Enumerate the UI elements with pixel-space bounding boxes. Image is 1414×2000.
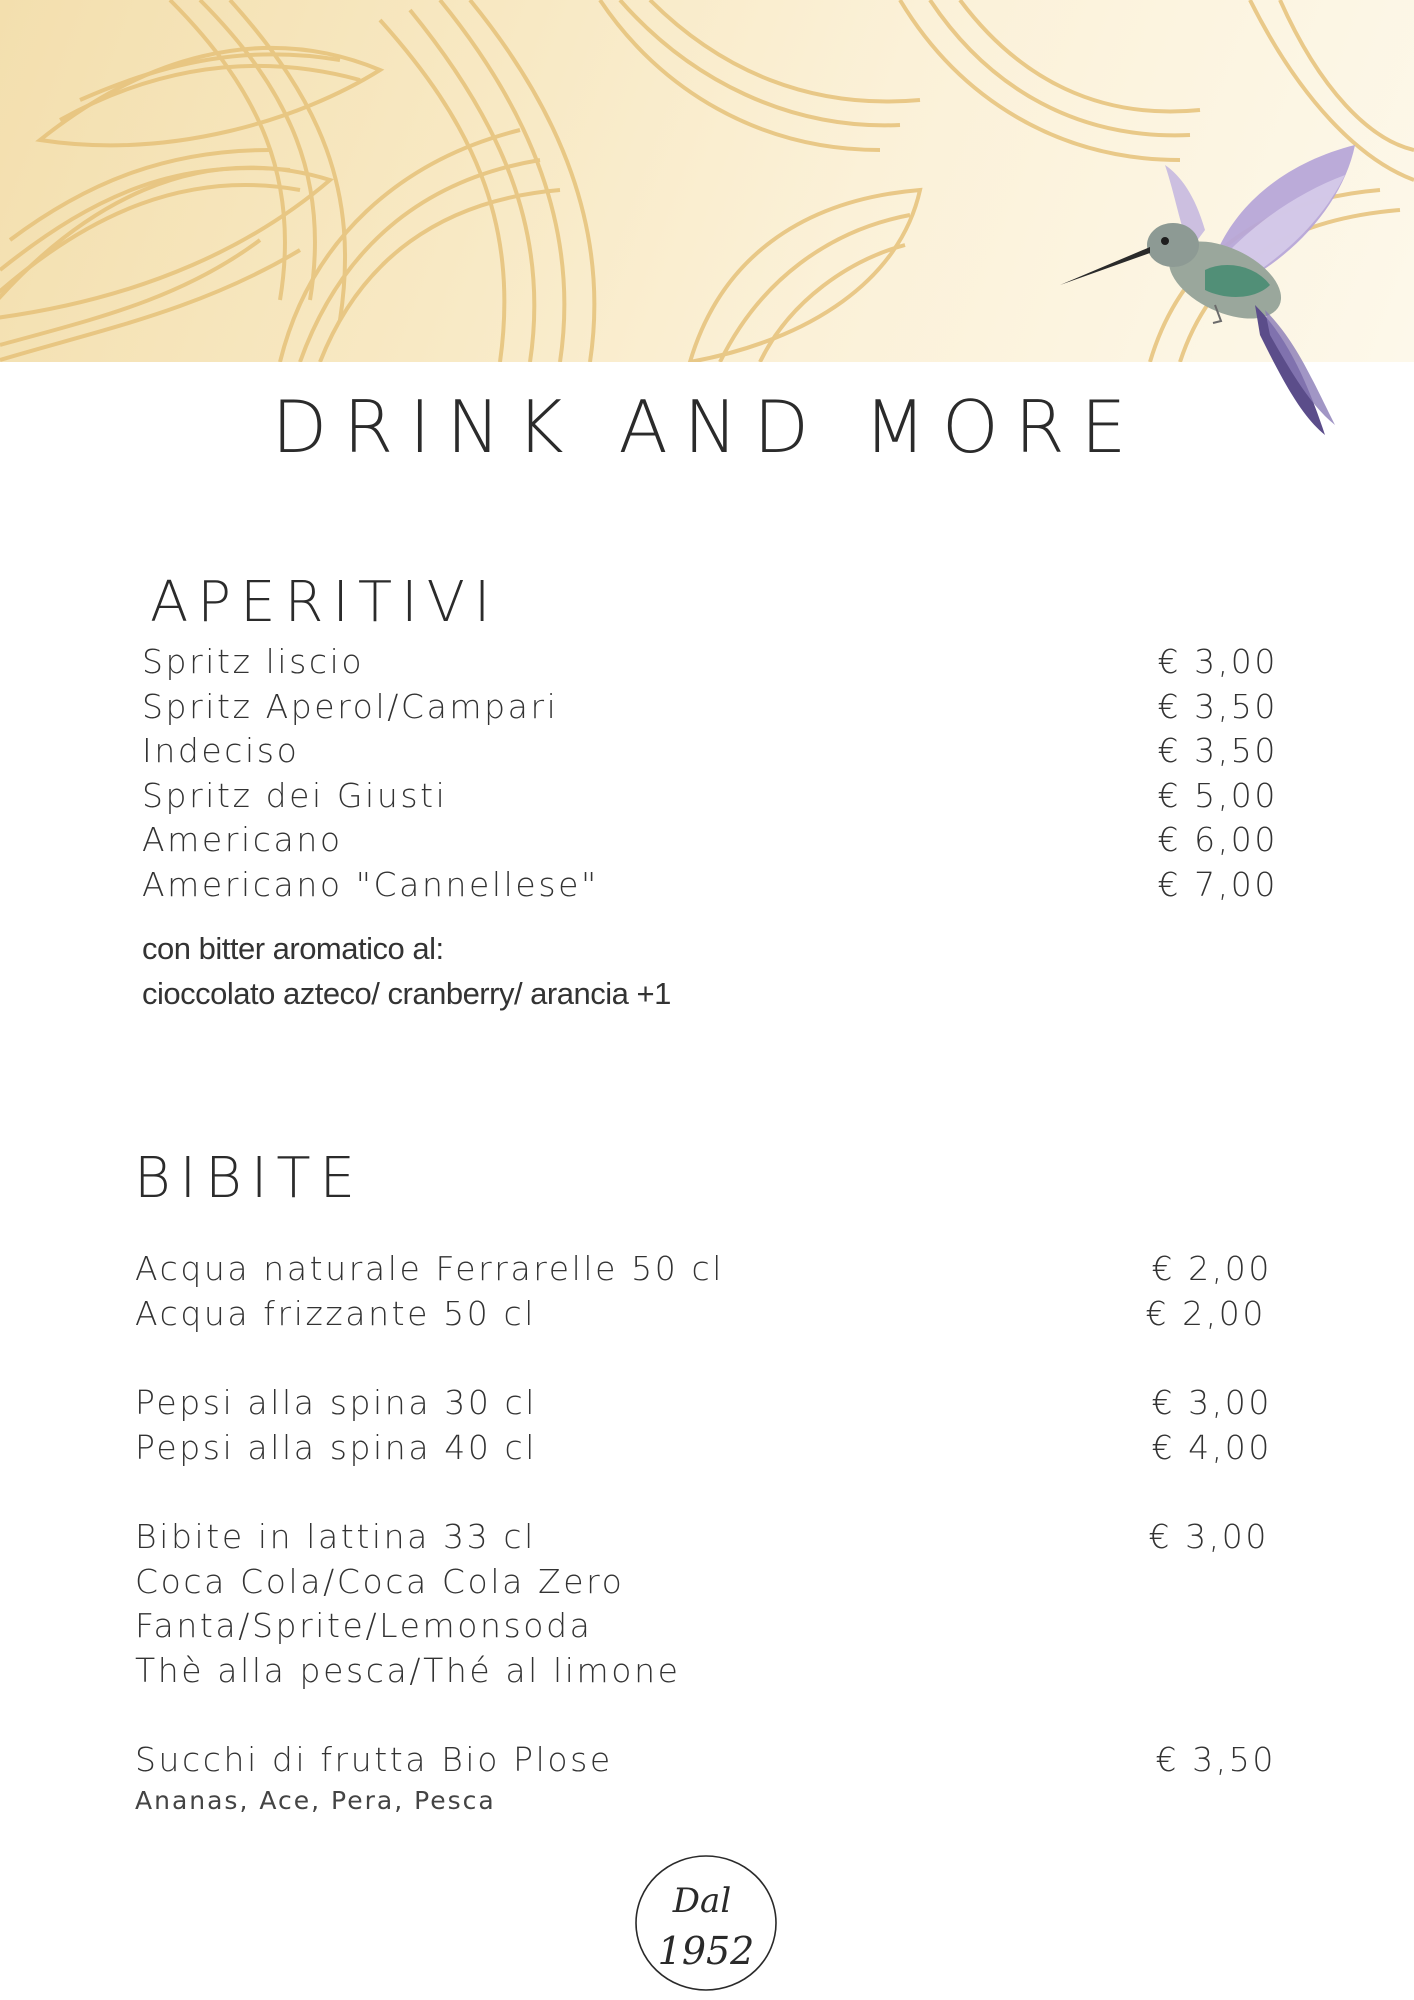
list-item: [0, 820, 1414, 865]
item-name: Succhi di frutta Bio Plose: [135, 1740, 613, 1779]
item-price: € 3,00: [1151, 1383, 1272, 1422]
bitter-note-line: con bitter aromatico al:: [142, 931, 444, 966]
list-item: [0, 1294, 1414, 1339]
item-name: Spritz liscio: [142, 642, 365, 681]
bitter-note: [142, 926, 671, 1016]
item-name: Americano: [142, 820, 343, 859]
list-item: [0, 642, 1414, 687]
item-price: € 4,00: [1151, 1427, 1272, 1467]
list-item: [0, 1740, 1414, 1785]
bitter-note-line: cioccolato azteco/ cranberry/ arancia +1: [142, 976, 671, 1011]
item-name: Indeciso: [142, 731, 300, 770]
item-price: € 7,00: [1157, 864, 1278, 904]
list-item: [0, 1428, 1414, 1473]
item-name: Acqua frizzante 50 cl: [135, 1293, 536, 1333]
section-heading-aperitivi: APERITIVI: [150, 570, 500, 635]
list-item: [0, 687, 1414, 732]
stamp-line1: Dal: [672, 1881, 732, 1921]
dal-1952-stamp: [632, 1852, 780, 1994]
item-price: € 6,00: [1157, 820, 1278, 859]
item-name: Pepsi alla spina 30 cl: [135, 1383, 538, 1422]
aperitivi-list: [0, 642, 1414, 909]
item-name: Bibite in lattina 33 cl: [135, 1517, 536, 1556]
list-item: [0, 1606, 1414, 1651]
item-price: € 3,50: [1157, 686, 1278, 726]
item-name: Coca Cola/Coca Cola Zero: [135, 1561, 625, 1601]
list-item: [0, 1651, 1414, 1696]
item-name: Spritz dei Giusti: [142, 775, 448, 815]
item-name: Spritz Aperol/Campari: [142, 686, 559, 726]
bibite-pepsi-list: [0, 1383, 1414, 1472]
bibite-water-list: [0, 1249, 1414, 1338]
list-item: [0, 1383, 1414, 1428]
bibite-juice-list: [0, 1740, 1414, 1785]
juice-flavors: Ananas, Ace, Pera, Pesca: [135, 1786, 496, 1815]
stamp-line2: 1952: [657, 1929, 755, 1973]
item-price: € 5,00: [1157, 775, 1278, 815]
list-item: [0, 1517, 1414, 1562]
list-item: [0, 1249, 1414, 1294]
page-title: DRINK AND MORE: [271, 385, 1143, 469]
item-price: € 3,50: [1157, 731, 1278, 770]
list-item: [0, 731, 1414, 776]
list-item: [0, 776, 1414, 821]
list-item: [0, 865, 1414, 910]
item-price: € 3,50: [1155, 1740, 1276, 1779]
list-item: [0, 1562, 1414, 1607]
item-price: € 3,00: [1148, 1517, 1269, 1556]
section-heading-bibite: BIBITE: [134, 1146, 364, 1211]
item-name: Thè alla pesca/Thé al limone: [135, 1650, 681, 1690]
bibite-cans-list: [0, 1517, 1414, 1695]
item-name: Acqua naturale Ferrarelle 50 cl: [135, 1249, 724, 1288]
item-name: Pepsi alla spina 40 cl: [135, 1427, 538, 1467]
item-price: € 3,00: [1157, 642, 1278, 681]
item-name: Fanta/Sprite/Lemonsoda: [135, 1606, 593, 1645]
item-price: € 2,00: [1151, 1249, 1272, 1288]
item-name: Americano "Cannellese": [142, 864, 599, 904]
item-price: € 2,00: [1145, 1293, 1266, 1333]
